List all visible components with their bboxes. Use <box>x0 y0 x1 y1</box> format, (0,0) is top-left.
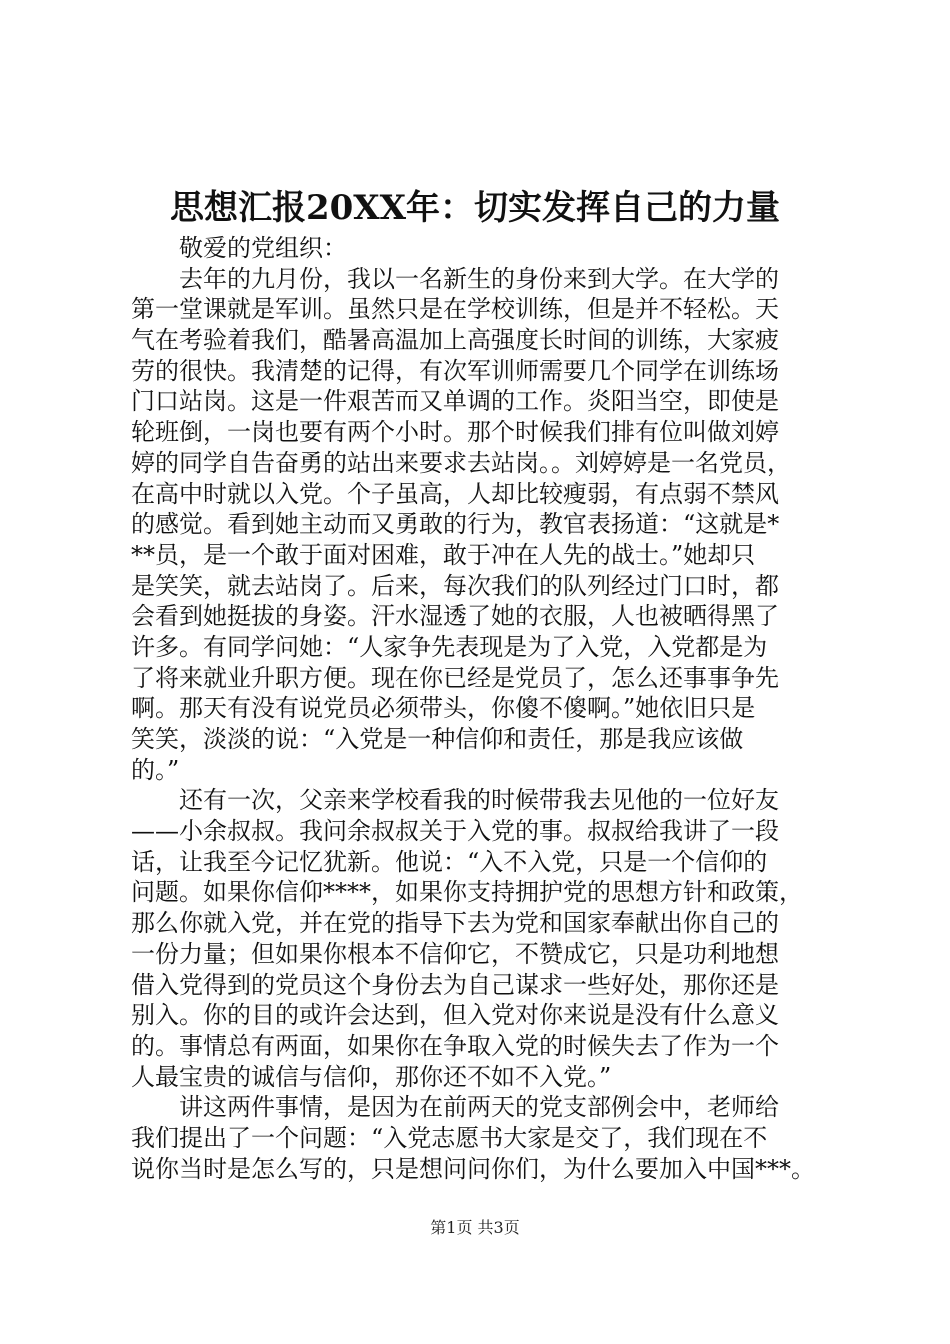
text-line: 在高中时就以入党。个子虽高，人却比较瘦弱，有点弱不禁风 <box>131 479 779 508</box>
text-line: 门口站岗。这是一件艰苦而又单调的工作。炎阳当空，即使是 <box>131 387 779 416</box>
text-line: 那么你就入党，并在党的指导下去为党和国家奉献出你自己的 <box>131 909 779 938</box>
text-line: 第一堂课就是军训。虽然只是在学校训练，但是并不轻松。天 <box>131 295 779 324</box>
text-line: 劳的很快。我清楚的记得，有次军训师需要几个同学在训练场 <box>131 356 779 385</box>
text-line: 啊。那天有没有说党员必须带头，你傻不傻啊。”她依旧只是 <box>131 694 756 723</box>
text-line: 气在考验着我们，酷暑高温加上高强度长时间的训练，大家疲 <box>131 326 779 355</box>
text-line: 去年的九月份，我以一名新生的身份来到大学。在大学的 <box>179 264 779 293</box>
text-line: 我们提出了一个问题：“入党志愿书大家是交了，我们现在不 <box>131 1123 768 1152</box>
text-line: 一份力量；但如果你根本不信仰它，不赞成它，只是功利地想 <box>131 939 779 968</box>
text-line: 讲这两件事情，是因为在前两天的党支部例会中，老师给 <box>179 1093 779 1122</box>
text-line: 人最宝贵的诚信与信仰，那你还不如不入党。” <box>131 1062 612 1091</box>
document-body <box>131 233 831 1184</box>
text-line: 借入党得到的党员这个身份去为自己谋求一些好处，那你还是 <box>131 970 779 999</box>
text-line: 许多。有同学问她：“人家争先表现是为了入党，入党都是为 <box>131 632 768 661</box>
text-line: 了将来就业升职方便。现在你已经是党员了，怎么还事事争先 <box>131 663 779 692</box>
text-line: 别入。你的目的或许会达到，但入党对你来说是没有什么意义 <box>131 1001 779 1030</box>
text-line: 敬爱的党组织： <box>179 234 347 262</box>
text-line: 是笑笑，就去站岗了。后来，每次我们的队列经过门口时，都 <box>131 571 779 600</box>
text-line: 还有一次，父亲来学校看我的时候带我去见他的一位好友 <box>179 786 779 815</box>
text-line: 轮班倒，一岗也要有两个小时。那个时候我们排有位叫做刘婷 <box>131 418 779 447</box>
text-line: 的感觉。看到她主动而又勇敢的行为，教官表扬道：“这就是* <box>131 510 780 539</box>
text-line: 的。” <box>131 755 180 784</box>
text-line: 笑笑，淡淡的说：“入党是一种信仰和责任，那是我应该做 <box>131 725 744 753</box>
text-line: 会看到她挺拔的身姿。汗水湿透了她的衣服，人也被晒得黑了 <box>131 602 779 631</box>
text-line: 话，让我至今记忆犹新。他说：“入不入党，只是一个信仰的 <box>131 847 768 876</box>
text-line: 问题。如果你信仰****，如果你支持拥护党的思想方针和政策， <box>131 878 803 907</box>
page-footer: 第1页 共3页 <box>430 1218 520 1237</box>
text-line: 婷的同学自告奋勇的站出来要求去站岗。。刘婷婷是一名党员， <box>131 448 791 477</box>
text-line: **员，是一个敢于面对困难，敢于冲在人先的战士。”她却只 <box>131 540 756 569</box>
text-line: ——小余叔叔。我问余叔叔关于入党的事。叔叔给我讲了一段 <box>131 817 779 846</box>
text-line: 的。事情总有两面，如果你在争取入党的时候失去了作为一个 <box>131 1031 779 1060</box>
text-line: 说你当时是怎么写的，只是想问问你们，为什么要加入中国***。 <box>131 1154 815 1183</box>
document-title: 思想汇报20XX年：切实发挥自己的力量 <box>169 188 781 228</box>
